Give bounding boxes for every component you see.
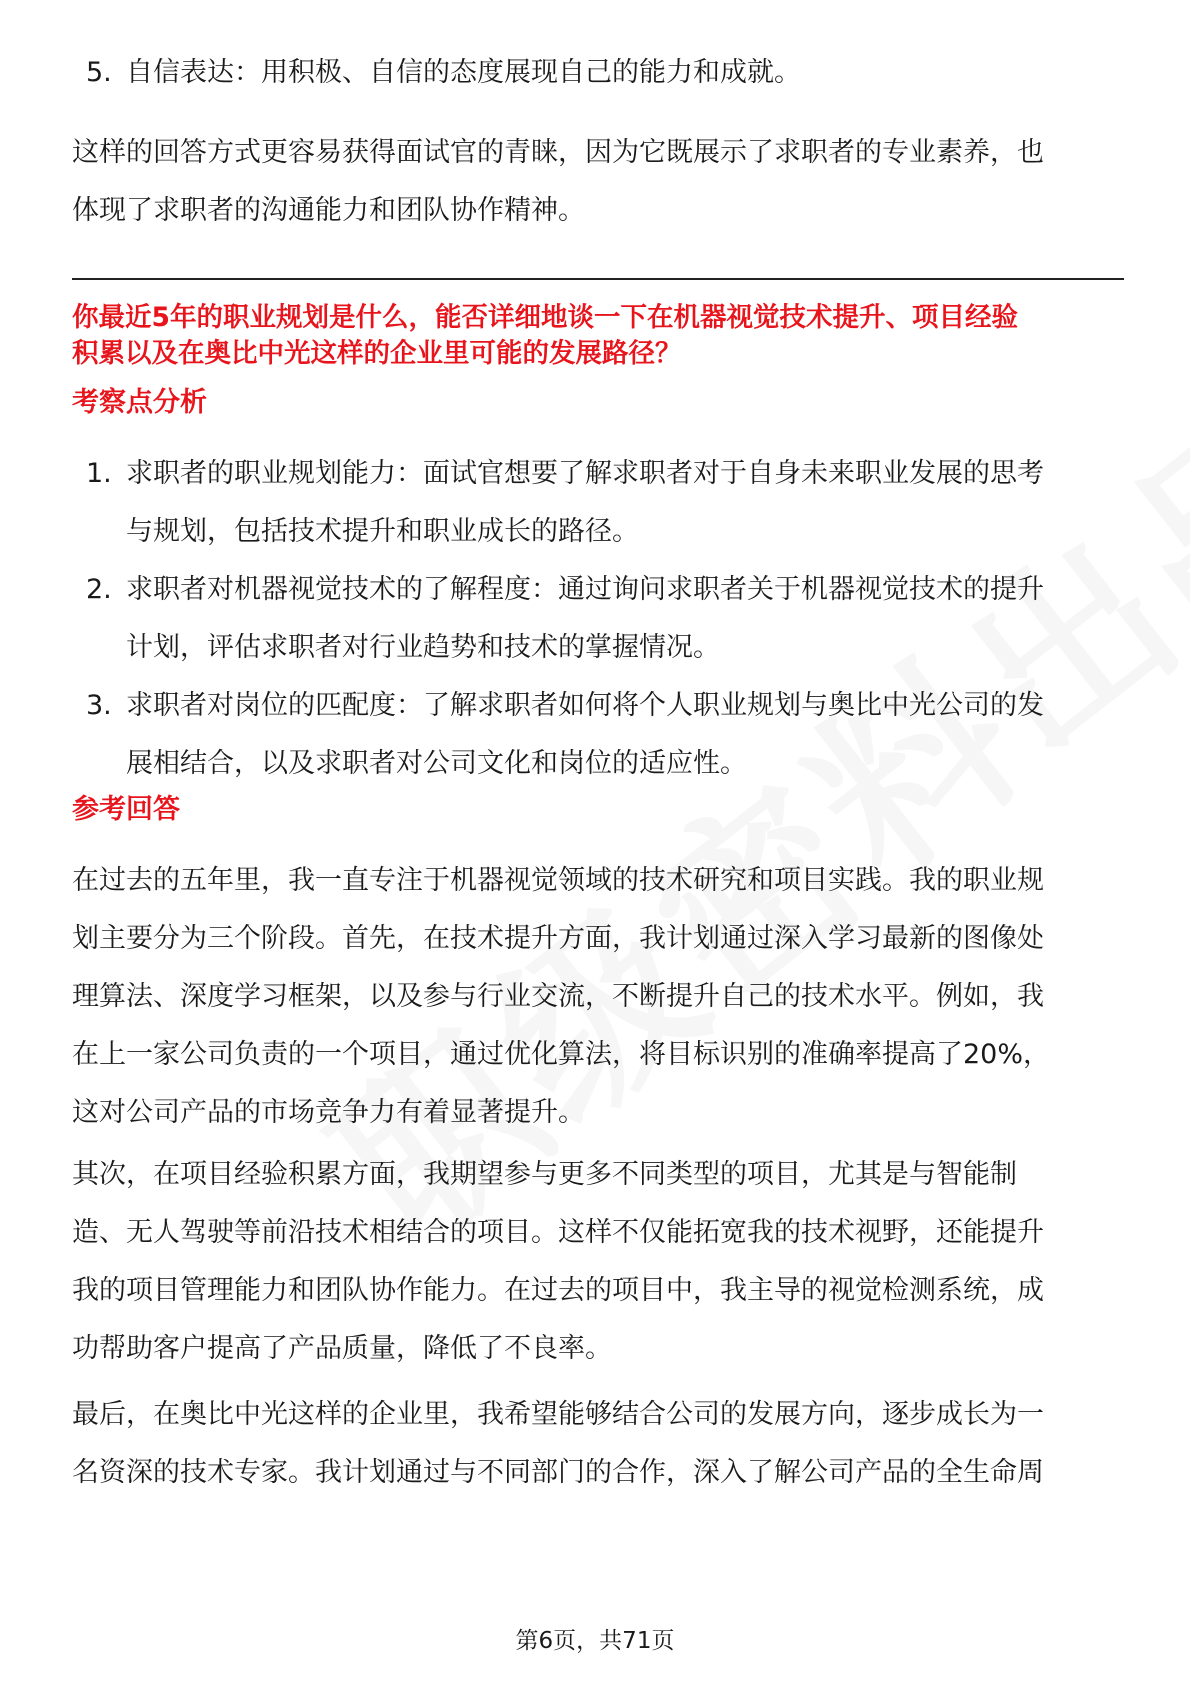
paragraph-line: 在过去的五年里，我一直专注于机器视觉领域的技术研究和项目实践。我的职业规 bbox=[72, 865, 1044, 896]
summary-line: 体现了求职者的沟通能力和团队协作精神。 bbox=[72, 195, 585, 226]
paragraph-line: 在上一家公司负责的一个项目，通过优化算法，将目标识别的准确率提高了20%， bbox=[72, 1039, 1051, 1070]
analysis-list bbox=[72, 445, 1124, 793]
paragraph-line: 我的项目管理能力和团队协作能力。在过去的项目中，我主导的视觉检测系统，成 bbox=[72, 1275, 1044, 1306]
answer-paragraph-3 bbox=[72, 1386, 1124, 1502]
answer-paragraph-1 bbox=[72, 852, 1124, 1142]
paragraph-line: 名资深的技术专家。我计划通过与不同部门的合作，深入了解公司产品的全生命周 bbox=[72, 1457, 1044, 1488]
list-number: 2. bbox=[86, 574, 112, 605]
summary-paragraph bbox=[72, 124, 1124, 240]
list-item bbox=[72, 445, 1124, 561]
question bbox=[72, 300, 1124, 372]
section-heading: 参考回答 bbox=[72, 794, 180, 825]
list-number: 1. bbox=[86, 458, 112, 489]
list-item bbox=[72, 677, 1124, 793]
question-line: 你最近5年的职业规划是什么，能否详细地谈一下在机器视觉技术提升、项目经验 bbox=[72, 302, 1018, 333]
list-item-line: 计划，评估求职者对行业趋势和技术的掌握情况。 bbox=[126, 632, 720, 663]
paragraph-line: 这对公司产品的市场竞争力有着显著提升。 bbox=[72, 1097, 585, 1128]
list-item-line: 求职者对岗位的匹配度：了解求职者如何将个人职业规划与奥比中光公司的发 bbox=[126, 690, 1044, 721]
answer-heading bbox=[72, 790, 180, 830]
list-number: 5. bbox=[86, 57, 112, 88]
paragraph-line: 功帮助客户提高了产品质量，降低了不良率。 bbox=[72, 1333, 612, 1364]
list-item-text: 自信表达：用积极、自信的态度展现自己的能力和成就。 bbox=[126, 57, 801, 88]
list-item-line: 求职者对机器视觉技术的了解程度：通过询问求职者关于机器视觉技术的提升 bbox=[126, 574, 1044, 605]
paragraph-line: 造、无人驾驶等前沿技术相结合的项目。这样不仅能拓宽我的技术视野，还能提升 bbox=[72, 1217, 1044, 1248]
list-item bbox=[72, 561, 1124, 677]
paragraph-line: 理算法、深度学习框架，以及参与行业交流，不断提升自己的技术水平。例如，我 bbox=[72, 981, 1044, 1012]
question-line: 积累以及在奥比中光这样的企业里可能的发展路径？ bbox=[72, 338, 682, 369]
page-footer: 第6页，共71页 bbox=[515, 1628, 675, 1654]
paragraph-line: 最后，在奥比中光这样的企业里，我希望能够结合公司的发展方向，逐步成长为一 bbox=[72, 1399, 1044, 1430]
summary-line: 这样的回答方式更容易获得面试官的青睐，因为它既展示了求职者的专业素养，也 bbox=[72, 137, 1044, 168]
divider bbox=[72, 278, 1124, 280]
list-item-line: 展相结合，以及求职者对公司文化和岗位的适应性。 bbox=[126, 748, 747, 779]
paragraph-line: 其次，在项目经验积累方面，我期望参与更多不同类型的项目，尤其是与智能制 bbox=[72, 1159, 1017, 1190]
prev-list-item bbox=[72, 44, 1124, 102]
answer-paragraph-2 bbox=[72, 1146, 1124, 1378]
list-item-line: 与规划，包括技术提升和职业成长的路径。 bbox=[126, 516, 639, 547]
list-item-line: 求职者的职业规划能力：面试官想要了解求职者对于自身未来职业发展的思考 bbox=[126, 458, 1044, 489]
analysis-heading bbox=[72, 383, 207, 423]
section-heading: 考察点分析 bbox=[72, 387, 207, 418]
list-number: 3. bbox=[86, 690, 112, 721]
paragraph-line: 划主要分为三个阶段。首先，在技术提升方面，我计划通过深入学习最新的图像处 bbox=[72, 923, 1044, 954]
